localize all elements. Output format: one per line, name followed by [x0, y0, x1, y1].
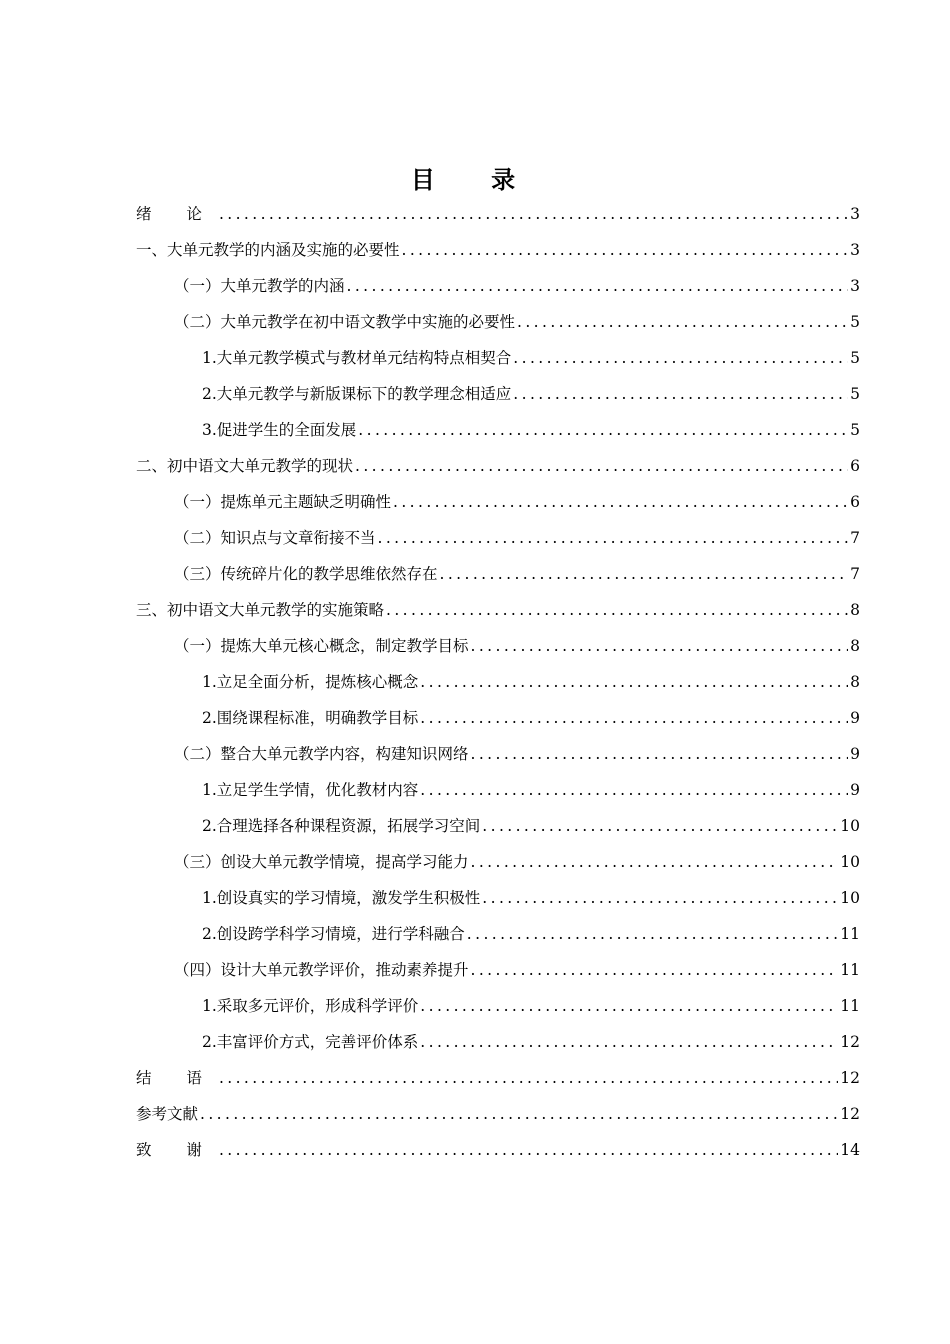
toc-dot-leader	[482, 808, 838, 844]
toc-entry-label: 1.立足学生学情，优化教材内容	[202, 781, 419, 799]
toc-entry-page: 3	[850, 205, 860, 223]
toc-dot-leader	[347, 268, 849, 304]
toc-entry-label: 三、初中语文大单元教学的实施策略	[136, 601, 385, 619]
toc-entry[interactable]	[136, 1096, 860, 1132]
toc-entry[interactable]	[136, 988, 860, 1024]
toc-entry-page: 11	[840, 961, 860, 979]
toc-entry-page: 7	[850, 529, 860, 547]
table-of-contents	[136, 196, 860, 1168]
toc-dot-leader	[420, 1024, 838, 1060]
toc-entry[interactable]	[136, 736, 860, 772]
toc-entry-label: 结 语	[136, 1069, 217, 1087]
toc-entry-label: （一）提炼单元主题缺乏明确性	[174, 493, 392, 511]
toc-dot-leader	[420, 988, 838, 1024]
toc-entry-page: 12	[840, 1069, 860, 1087]
toc-entry-label: （二）知识点与文章衔接不当	[174, 529, 376, 547]
toc-entry-page: 10	[840, 889, 860, 907]
toc-entry-page: 6	[850, 457, 860, 475]
toc-entry[interactable]	[136, 448, 860, 484]
toc-entry-label: 1.立足全面分析，提炼核心概念	[202, 673, 419, 691]
toc-entry-page: 8	[850, 637, 860, 655]
toc-entry-page: 9	[850, 781, 860, 799]
toc-entry-page: 14	[840, 1141, 860, 1159]
toc-dot-leader	[355, 448, 848, 484]
toc-dot-leader	[517, 304, 848, 340]
toc-entry[interactable]	[136, 880, 860, 916]
toc-entry-label: 2.围绕课程标准，明确教学目标	[202, 709, 419, 727]
toc-entry-label: 2.合理选择各种课程资源，拓展学习空间	[202, 817, 481, 835]
toc-entry-page: 5	[850, 385, 860, 403]
toc-entry-page: 10	[840, 853, 860, 871]
toc-entry-label: 3.促进学生的全面发展	[202, 421, 357, 439]
toc-entry[interactable]	[136, 376, 860, 412]
toc-entry[interactable]	[136, 520, 860, 556]
toc-entry-page: 5	[850, 349, 860, 367]
toc-entry-label: 2.丰富评价方式，完善评价体系	[202, 1033, 419, 1051]
toc-entry-label: （三）创设大单元教学情境，提高学习能力	[174, 853, 469, 871]
toc-entry[interactable]	[136, 196, 860, 232]
toc-entry[interactable]	[136, 340, 860, 376]
toc-entry-label: （一）大单元教学的内涵	[174, 277, 345, 295]
toc-entry-page: 11	[840, 997, 860, 1015]
toc-entry-label: 二、初中语文大单元教学的现状	[136, 457, 354, 475]
toc-dot-leader	[200, 1096, 838, 1132]
toc-dot-leader	[482, 880, 838, 916]
toc-entry[interactable]	[136, 808, 860, 844]
toc-entry-label: 致 谢	[136, 1141, 217, 1159]
toc-entry[interactable]	[136, 592, 860, 628]
toc-entry[interactable]	[136, 304, 860, 340]
toc-entry[interactable]	[136, 484, 860, 520]
toc-entry-page: 5	[850, 313, 860, 331]
toc-entry-page: 11	[840, 925, 860, 943]
toc-entry[interactable]	[136, 952, 860, 988]
toc-entry[interactable]	[136, 844, 860, 880]
toc-entry-label: 1.创设真实的学习情境，激发学生积极性	[202, 889, 481, 907]
toc-entry-page: 9	[850, 745, 860, 763]
toc-entry[interactable]	[136, 1024, 860, 1060]
toc-dot-leader	[471, 952, 839, 988]
toc-entry[interactable]	[136, 232, 860, 268]
toc-entry[interactable]	[136, 1132, 860, 1168]
toc-dot-leader	[219, 1060, 838, 1096]
toc-entry-label: （一）提炼大单元核心概念，制定教学目标	[174, 637, 469, 655]
toc-dot-leader	[393, 484, 848, 520]
toc-dot-leader	[378, 520, 849, 556]
toc-entry-page: 8	[850, 673, 860, 691]
toc-entry[interactable]	[136, 628, 860, 664]
toc-entry[interactable]	[136, 916, 860, 952]
toc-entry-page: 9	[850, 709, 860, 727]
toc-entry[interactable]	[136, 556, 860, 592]
toc-entry-page: 3	[850, 277, 860, 295]
toc-entry-page: 7	[850, 565, 860, 583]
toc-entry-label: （二）大单元教学在初中语文教学中实施的必要性	[174, 313, 516, 331]
toc-entry[interactable]	[136, 268, 860, 304]
toc-title: 目 录	[410, 165, 540, 195]
toc-entry[interactable]	[136, 700, 860, 736]
toc-dot-leader	[219, 196, 848, 232]
toc-entry-page: 12	[840, 1033, 860, 1051]
toc-dot-leader	[471, 628, 849, 664]
toc-entry-page: 5	[850, 421, 860, 439]
toc-entry-page: 12	[840, 1105, 860, 1123]
toc-dot-leader	[386, 592, 848, 628]
toc-dot-leader	[467, 916, 838, 952]
toc-entry-label: （四）设计大单元教学评价，推动素养提升	[174, 961, 469, 979]
toc-dot-leader	[219, 1132, 838, 1168]
toc-entry[interactable]	[136, 772, 860, 808]
toc-dot-leader	[513, 340, 848, 376]
toc-entry-label: 绪 论	[136, 205, 217, 223]
toc-dot-leader	[471, 844, 839, 880]
toc-dot-leader	[420, 700, 848, 736]
toc-dot-leader	[471, 736, 849, 772]
toc-dot-leader	[402, 232, 849, 268]
toc-entry-label: （三）传统碎片化的教学思维依然存在	[174, 565, 438, 583]
toc-entry-label: 2.大单元教学与新版课标下的教学理念相适应	[202, 385, 512, 403]
toc-entry[interactable]	[136, 1060, 860, 1096]
toc-entry-page: 10	[840, 817, 860, 835]
toc-entry-label: 2.创设跨学科学习情境，进行学科融合	[202, 925, 465, 943]
toc-dot-leader	[420, 772, 848, 808]
toc-dot-leader	[440, 556, 849, 592]
toc-entry-page: 8	[850, 601, 860, 619]
toc-dot-leader	[420, 664, 848, 700]
toc-dot-leader	[358, 412, 848, 448]
toc-entry-label: 一、大单元教学的内涵及实施的必要性	[136, 241, 400, 259]
toc-entry[interactable]	[136, 664, 860, 700]
toc-entry-label: （二）整合大单元教学内容，构建知识网络	[174, 745, 469, 763]
toc-entry-label: 参考文献	[136, 1105, 199, 1123]
toc-entry-label: 1.大单元教学模式与教材单元结构特点相契合	[202, 349, 512, 367]
toc-dot-leader	[513, 376, 848, 412]
toc-entry[interactable]	[136, 412, 860, 448]
toc-entry-label: 1.采取多元评价，形成科学评价	[202, 997, 419, 1015]
toc-entry-page: 3	[850, 241, 860, 259]
toc-entry-page: 6	[850, 493, 860, 511]
